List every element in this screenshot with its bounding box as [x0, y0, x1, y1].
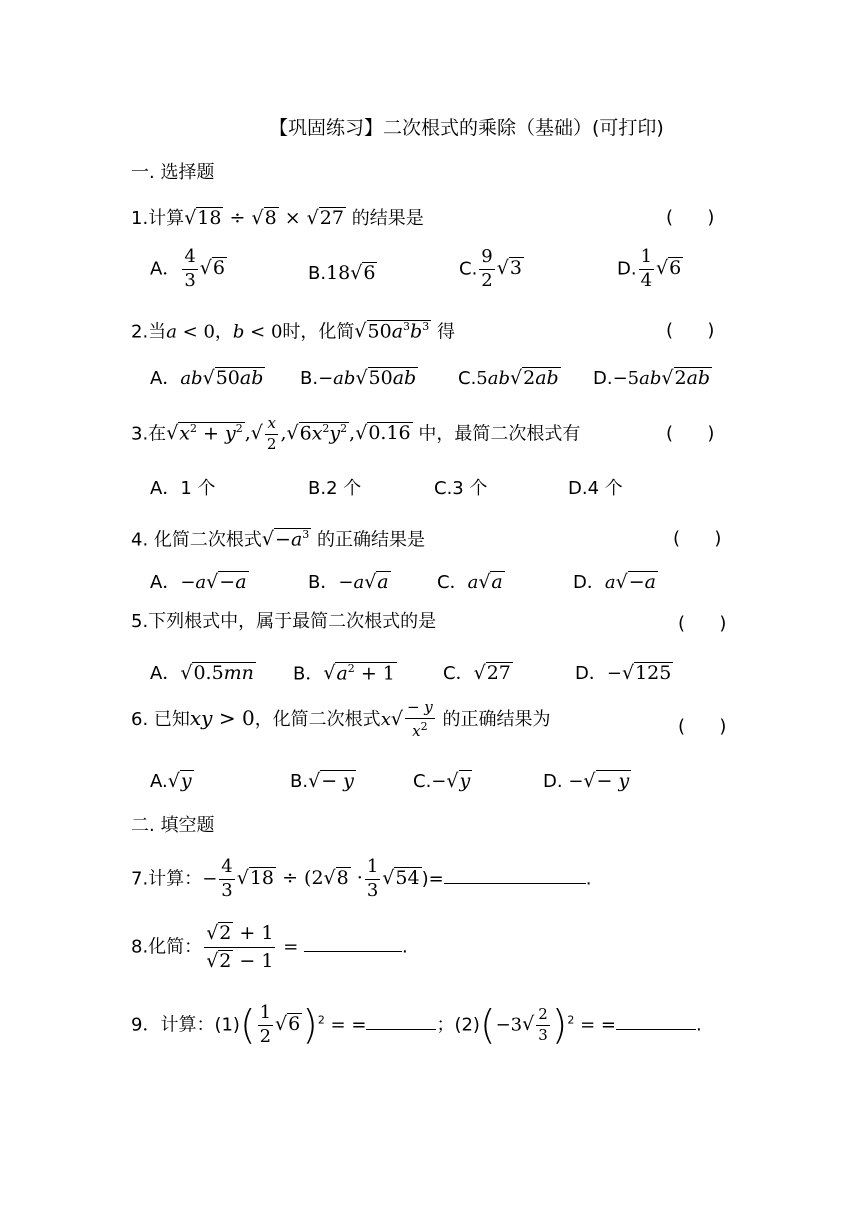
- section-choice-heading: 一. 选择题: [131, 162, 215, 183]
- answer-paren-5: ( ): [678, 613, 727, 634]
- q6-option-d: D. −√− y: [543, 770, 630, 792]
- answer-paren-4: ( ): [673, 528, 722, 549]
- q5-option-c: C．√27: [443, 662, 511, 684]
- q3-option-b: B.2 个: [308, 478, 362, 499]
- q2-option-c: C.5ab√2ab: [458, 367, 559, 389]
- q4-option-b: B．−a√a: [308, 571, 389, 593]
- q4-option-c: C．a√a: [437, 571, 503, 593]
- answer-paren-6: ( ): [678, 716, 727, 737]
- q5-option-b: B．$√a^2 + 1$: [293, 662, 395, 685]
- q6-option-a: A.√y: [150, 770, 192, 792]
- answer-paren-3: ( ): [666, 423, 715, 444]
- question-3: 3.在$√x^2 + y^2$ ,√ $\frac{x}{2}$ $,√6x^2y^2$ ,√0.16 中，最简二次根式有: [131, 414, 581, 453]
- q6-option-b: B.√− y: [290, 770, 354, 792]
- q4-option-d: D．a√−a: [573, 571, 656, 593]
- question-9: 9．计算：(1)( $\frac{1}{2}$ √6)$^2$ = = ；(2)(−3√ $\frac{2}{3}$ )$^2$ = = .: [131, 1002, 702, 1049]
- q2-option-b: B.−ab√50ab: [300, 367, 417, 389]
- question-5: 5.下列根式中，属于最简二次根式的是: [131, 611, 437, 632]
- q2-option-a: A．ab√50ab: [150, 367, 264, 389]
- q4-option-a: A．−a√−a: [150, 571, 247, 593]
- q1-option-c: C. $\frac{9}{2}$ √3: [459, 246, 522, 291]
- page-title: 【巩固练习】二次根式的乘除（基础）(可打印): [269, 117, 664, 139]
- q5-option-a: A．√0.5mn: [150, 662, 254, 684]
- question-8: 8.化简： $\frac{√2 + 1}{√2 - 1}$ = .: [131, 922, 408, 972]
- answer-paren-1: ( ): [666, 207, 715, 228]
- question-7: 7.计算：− $\frac{4}{3}$ √18 ÷ (2√8 · $\frac{1}{3}$ √54 )= .: [131, 856, 592, 901]
- q3-option-a: A．1 个: [150, 478, 216, 499]
- q6-option-c: C.−√y: [413, 770, 471, 792]
- question-1: 1.计算√18 ÷ √8 × √27 的结果是: [131, 207, 424, 229]
- q1-option-b: B.18√6: [308, 262, 376, 284]
- answer-paren-2: ( ): [666, 320, 715, 341]
- question-4: 4. 化简二次根式$√-a^3$ 的正确结果是: [131, 528, 425, 551]
- question-6: 6. 已知xy > 0，化简二次根式x√ $\frac{- y}{x^2}$ 的正确结果为: [131, 698, 551, 740]
- q1-option-a: A． $\frac{4}{3}$ √6: [150, 246, 225, 291]
- q1-option-d: D. $\frac{1}{4}$ √6: [617, 246, 682, 291]
- section-fill-heading: 二. 填空题: [131, 815, 215, 836]
- q5-option-d: D．−√125: [575, 662, 672, 684]
- q3-option-c: C.3 个: [434, 478, 488, 499]
- q2-option-d: D.−5ab√2ab: [593, 367, 711, 389]
- q3-option-d: D.4 个: [568, 478, 623, 499]
- question-2: 2.当a < 0，b < 0时，化简$√50a^3b^3$ 得: [131, 320, 455, 343]
